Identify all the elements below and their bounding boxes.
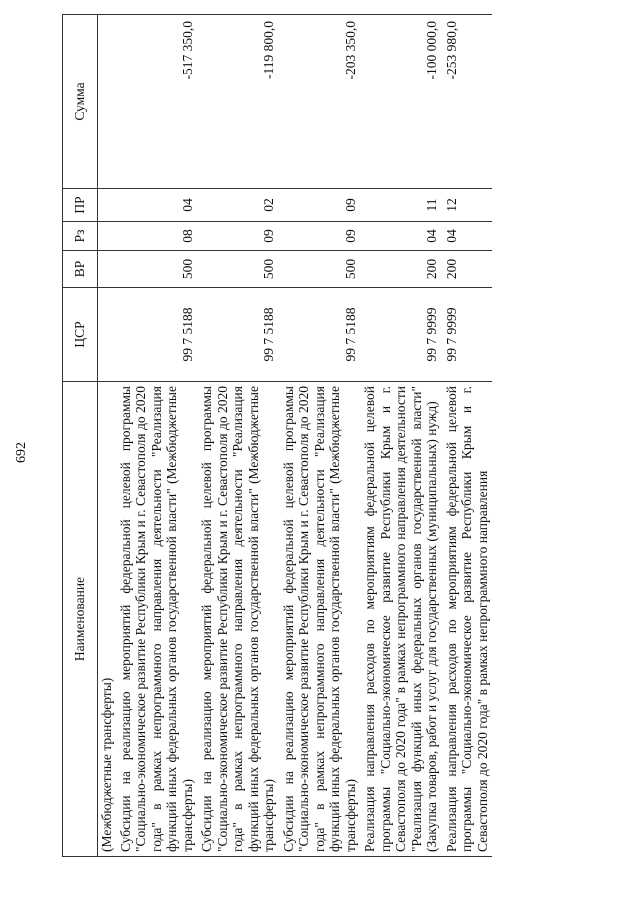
row-sum: -253 980,0 <box>442 15 493 189</box>
row-pr: 04 <box>116 189 198 222</box>
row-vr: 500 <box>279 251 361 288</box>
row-pr: 02 <box>197 189 279 222</box>
header-csr: ЦСР <box>63 288 98 382</box>
row-sum: -100 000,0 <box>360 15 442 189</box>
row-rz <box>98 222 116 251</box>
table-row <box>197 15 279 857</box>
row-vr: 500 <box>197 251 279 288</box>
table-row <box>116 15 198 857</box>
row-rz: 04 <box>442 222 493 251</box>
table-header-row <box>63 15 98 857</box>
row-csr: 99 7 9999 <box>442 288 493 382</box>
row-name: (Межбюджетные трансферты) <box>98 382 116 857</box>
row-rz: 09 <box>279 222 361 251</box>
header-rz: Рз <box>63 222 98 251</box>
row-sum: -203 350,0 <box>279 15 361 189</box>
table-row <box>360 15 442 857</box>
header-name: Наименование <box>63 382 98 857</box>
row-rz: 08 <box>116 222 198 251</box>
row-vr <box>98 251 116 288</box>
row-name: Реализация направления расходов по мероприятиям федеральной целевой программы "Социально-экономическое развитие Республики Крым и г. Севастополя до 2020 года" в рамках непрограммного направления <box>442 382 493 857</box>
row-sum: -517 350,0 <box>116 15 198 189</box>
header-vr: ВР <box>63 251 98 288</box>
row-csr <box>98 288 116 382</box>
row-name: Субсидии на реализацию мероприятий федеральной целевой программы "Социально-экономическое развитие Республики Крым и г. Севастополя до 2020 года" в рамках непрограммного направления деятельности "Реализация функций иных федеральных органов государственной власти" (Межбюджетные трансферты) <box>116 382 198 857</box>
row-pr <box>98 189 116 222</box>
table-row <box>442 15 493 857</box>
row-rz: 09 <box>197 222 279 251</box>
header-sum: Сумма <box>63 15 98 189</box>
budget-table <box>62 14 492 857</box>
row-vr: 200 <box>442 251 493 288</box>
row-name: Субсидии на реализацию мероприятий федеральной целевой программы "Социально-экономическое развитие Республики Крым и г. Севастополя до 2020 года" в рамках непрограммного направления деятельности "Реализация функций иных федеральных органов государственной власти" (Межбюджетные трансферты) <box>279 382 361 857</box>
table-row <box>98 15 116 857</box>
row-name: Субсидии на реализацию мероприятий федеральной целевой программы "Социально-экономическое развитие Республики Крым и г. Севастополя до 2020 года" в рамках непрограммного направления деятельности "Реализация функций иных федеральных органов государственной власти" (Межбюджетные трансферты) <box>197 382 279 857</box>
row-sum: -119 800,0 <box>197 15 279 189</box>
row-pr: 09 <box>279 189 361 222</box>
row-csr: 99 7 5188 <box>197 288 279 382</box>
row-sum <box>98 15 116 189</box>
row-rz: 04 <box>360 222 442 251</box>
row-csr: 99 7 5188 <box>279 288 361 382</box>
row-csr: 99 7 5188 <box>116 288 198 382</box>
page-number: 692 <box>14 442 29 463</box>
row-vr: 500 <box>116 251 198 288</box>
row-csr: 99 7 9999 <box>360 288 442 382</box>
header-pr: ПР <box>63 189 98 222</box>
row-vr: 200 <box>360 251 442 288</box>
row-pr: 12 <box>442 189 493 222</box>
row-name: Реализация направления расходов по мероприятиям федеральной целевой программы "Социально-экономическое развитие Республики Крым и г. Севастополя до 2020 года" в рамках непрограммного направления деятельности "Реализация функций иных федеральных органов государственной власти" (Закупка товаров, работ и услуг для государственных (муниципальных) нужд) <box>360 382 442 857</box>
row-pr: 11 <box>360 189 442 222</box>
table-row <box>279 15 361 857</box>
